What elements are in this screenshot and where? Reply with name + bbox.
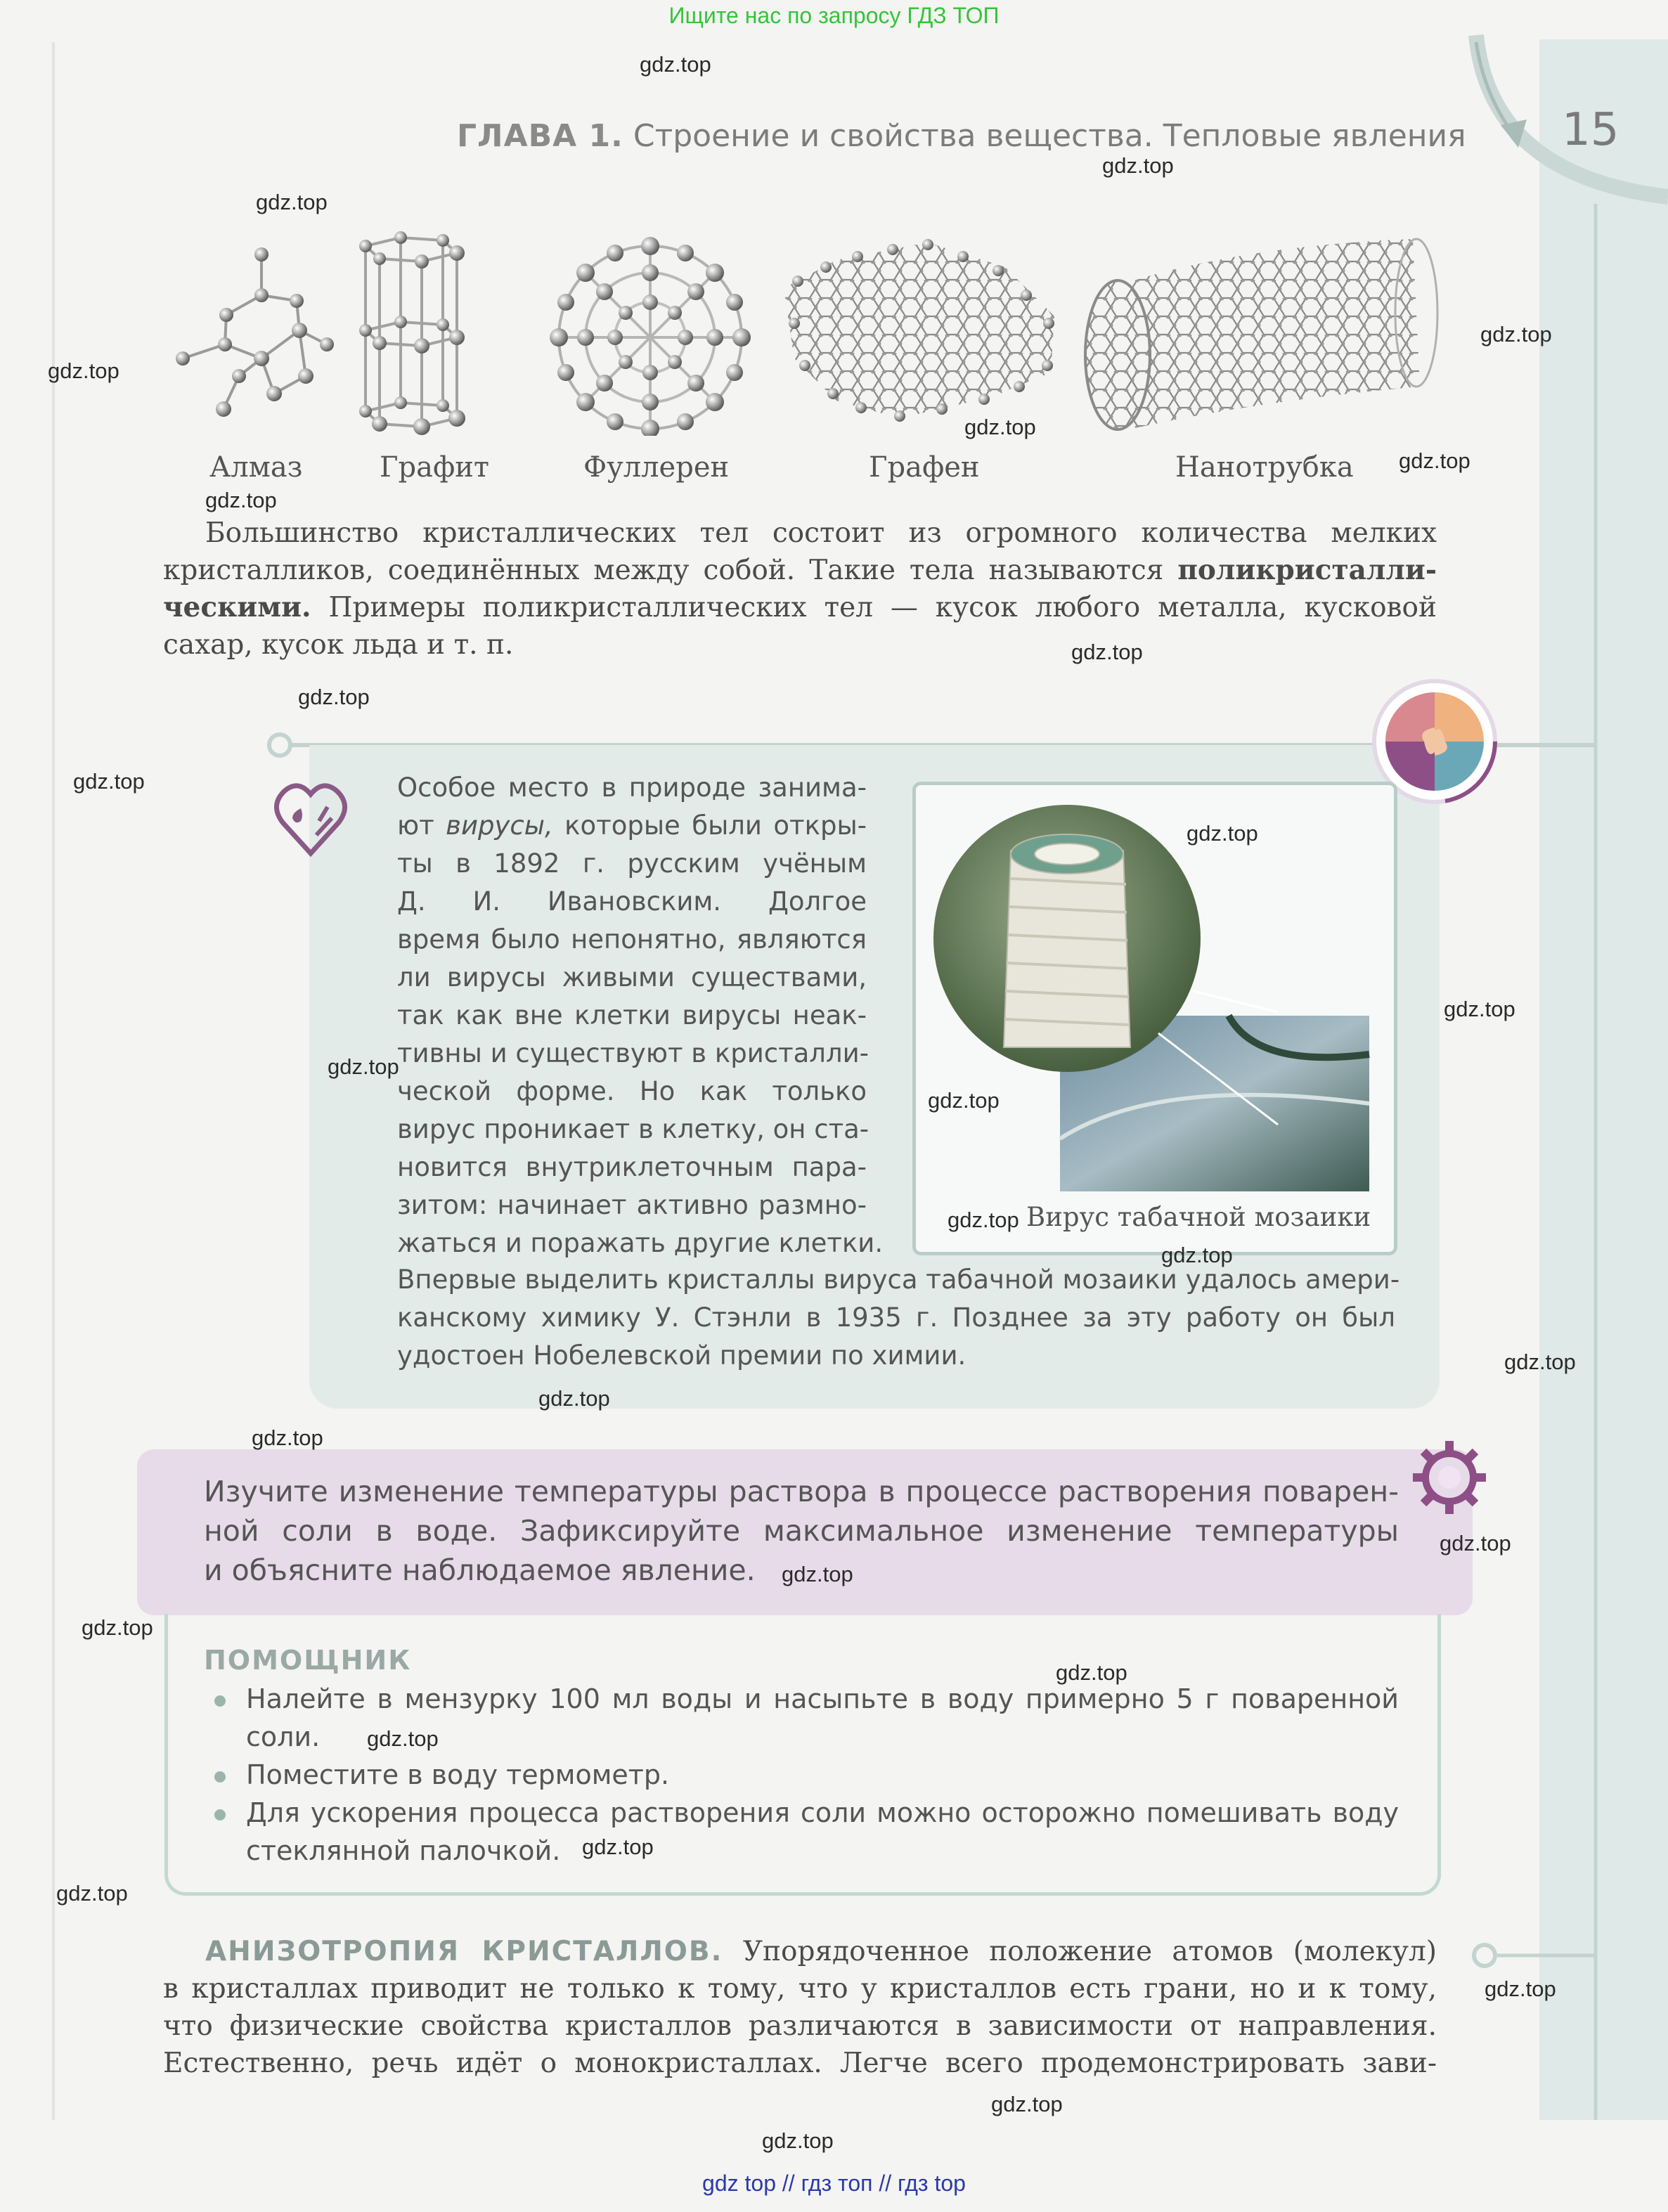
- stanley-text-line: канскому химику У. Стэнли в 1935 г. Позднее за эту работу он был: [397, 1302, 1395, 1333]
- helper-line: Налейте в мензурку 100 мл воды и насыпьте в воду примерно 5 г поваренной: [246, 1683, 1399, 1714]
- watermark[interactable]: gdz.top: [252, 1425, 323, 1450]
- watermark[interactable]: gdz.top: [1161, 1243, 1233, 1267]
- helper-title: ПОМОЩНИК: [204, 1645, 412, 1676]
- virus-text: [397, 769, 884, 1262]
- watermark[interactable]: gdz.top: [964, 415, 1036, 439]
- watermark[interactable]: gdz.top: [582, 1835, 654, 1859]
- caption-fullerene: Фуллерен: [583, 451, 730, 484]
- italic-term: вирусы,: [446, 810, 553, 841]
- watermark[interactable]: gdz.top: [82, 1615, 153, 1640]
- watermark[interactable]: gdz.top: [1444, 997, 1515, 1021]
- watermark[interactable]: gdz.top: [762, 2128, 834, 2153]
- watermark[interactable]: gdz.top: [1485, 1977, 1556, 2001]
- stanley-text: [397, 1261, 1400, 1375]
- watermark[interactable]: gdz.top: [367, 1726, 439, 1751]
- helper-line: соли.: [246, 1721, 321, 1752]
- watermark[interactable]: gdz.top: [73, 769, 145, 794]
- nanotube-structure-image: [1085, 239, 1437, 429]
- helper-line: Для ускорения процесса растворения соли можно осторожно помешивать воду: [246, 1797, 1399, 1828]
- virus-text-line: новится внутриклеточным пара-: [397, 1152, 867, 1182]
- watermark[interactable]: gdz.top: [991, 2092, 1063, 2116]
- chapter-header: [457, 118, 1466, 154]
- watermark[interactable]: gdz.top: [205, 488, 277, 512]
- watermark[interactable]: gdz.top: [56, 1881, 128, 1906]
- leaf-drop-icon: [274, 777, 351, 862]
- task-line: Изучите изменение температуры раствора в процессе растворения поварен-: [204, 1475, 1399, 1508]
- graphene-structure-image: [784, 239, 1054, 422]
- watermark[interactable]: gdz.top: [1440, 1531, 1511, 1555]
- caption-graphene: Графен: [869, 451, 980, 484]
- diamond-structure-image: [176, 247, 334, 417]
- helper-line: стеклянной палочкой.: [246, 1835, 561, 1866]
- virus-image-caption: Вирус табачной мозаики: [1026, 1202, 1371, 1232]
- virus-text-line: зитом: начинает активно размно-: [397, 1190, 867, 1220]
- watermark[interactable]: gdz.top: [1056, 1660, 1127, 1685]
- bottom-links-banner[interactable]: gdz top // гдз топ // гдз top: [702, 2171, 966, 2196]
- watermark[interactable]: gdz.top: [782, 1562, 853, 1586]
- watermark[interactable]: gdz.top: [948, 1208, 1019, 1232]
- fullerene-structure-image: [550, 237, 751, 436]
- helper-item-3: [246, 1794, 1399, 1870]
- helper-item-2: [246, 1756, 1399, 1794]
- chapter-title: Строение и свойства вещества. Тепловые явления: [633, 118, 1466, 154]
- anisotropy-paragraph: [163, 1933, 1437, 2082]
- chapter-label: ГЛАВА 1.: [457, 118, 623, 154]
- watermark[interactable]: gdz.top: [928, 1088, 1000, 1113]
- task-line: ной соли в воде. Зафиксируйте максимальное изменение температуры: [204, 1514, 1399, 1548]
- search-banner[interactable]: Ищите нас по запросу ГДЗ ТОП: [668, 3, 1000, 28]
- paragraph-line: сахар, кусок льда и т. п.: [163, 629, 514, 661]
- paragraph-line: Естественно, речь идёт о монокристаллах. Легче всего продемонстрировать зави-: [163, 2048, 1437, 2079]
- bullet-icon: [214, 1771, 226, 1783]
- task-line: и объясните наблюдаемое явление.: [204, 1553, 756, 1587]
- virus-text-line: ют вирусы, которые были откры-: [397, 810, 867, 841]
- watermark[interactable]: gdz.top: [1187, 821, 1258, 846]
- watermark[interactable]: gdz.top: [48, 358, 119, 383]
- crystal-structures-figure: [162, 225, 1441, 436]
- virus-text-line: Д. И. Ивановским. Долгое: [397, 886, 867, 917]
- graphite-structure-image: [359, 231, 465, 435]
- virus-text-line: Особое место в природе занима-: [397, 772, 867, 803]
- stanley-text-line: удостоен Нобелевской премии по химии.: [397, 1340, 966, 1371]
- virus-text-line: ли вирусы живыми существами,: [397, 962, 867, 992]
- watermark[interactable]: gdz.top: [1399, 448, 1470, 473]
- virus-text-line: ческой форме. Но как только: [397, 1076, 867, 1106]
- helper-line: Поместите в воду термометр.: [246, 1759, 670, 1790]
- paragraph-line: Большинство кристаллических тел состоит из огромного количества мелких: [205, 517, 1437, 549]
- virus-text-line: так как вне клетки вирусы неак-: [397, 1000, 867, 1030]
- watermark[interactable]: gdz.top: [538, 1386, 610, 1411]
- polycrystal-paragraph: [163, 515, 1437, 664]
- watermark[interactable]: gdz.top: [298, 685, 370, 709]
- virus-text-line: жаться и поражать другие клетки.: [397, 1228, 884, 1258]
- paragraph-line: ческими. Примеры поликристаллических тел — кусок любого металла, кусковой: [163, 591, 1437, 623]
- gear-icon: [1409, 1437, 1490, 1518]
- virus-text-line: тивны и существуют в кристалли-: [397, 1038, 869, 1068]
- paragraph-line: что физические свойства кристаллов различаются в зависимости от направления.: [163, 2010, 1437, 2042]
- paragraph-line: АНИЗОТРОПИЯ КРИСТАЛЛОВ. Упорядоченное положение атомов (молекул): [205, 1936, 1437, 1967]
- watermark[interactable]: gdz.top: [1102, 153, 1174, 178]
- bold-term-end: ческими.: [163, 591, 311, 623]
- watermark[interactable]: gdz.top: [256, 190, 328, 214]
- page-number: 15: [1562, 104, 1619, 156]
- stanley-text-line: Впервые выделить кристаллы вируса табачной мозаики удалось амери-: [397, 1265, 1400, 1295]
- bold-term: поликристалли-: [1177, 554, 1437, 586]
- caption-nanotube: Нанотрубка: [1175, 451, 1354, 484]
- watermark[interactable]: gdz.top: [1071, 640, 1143, 664]
- virus-text-line: время было непонятно, являются: [397, 924, 867, 955]
- caption-diamond: Алмаз: [209, 451, 303, 484]
- bullet-icon: [214, 1695, 226, 1707]
- caption-graphite: Графит: [380, 451, 490, 484]
- paragraph-line: в кристаллах приводит не только к тому, что у кристаллов есть грани, но и к тому,: [163, 1973, 1437, 2005]
- virus-text-line: вирус проникает в клетку, он ста-: [397, 1114, 869, 1144]
- watermark[interactable]: gdz.top: [1504, 1350, 1576, 1374]
- anisotropy-title: АНИЗОТРОПИЯ КРИСТАЛЛОВ.: [205, 1936, 723, 1967]
- virus-text-line: ты в 1892 г. русским учёным: [397, 848, 867, 879]
- watermark[interactable]: gdz.top: [328, 1054, 399, 1079]
- watermark[interactable]: gdz.top: [640, 52, 711, 77]
- tobacco-mosaic-virus-image: [926, 801, 1383, 1202]
- paragraph-line: кристалликов, соединённых между собой. Такие тела называются поликристалли-: [163, 554, 1437, 586]
- watermark[interactable]: gdz.top: [1480, 322, 1552, 347]
- bullet-icon: [214, 1809, 226, 1820]
